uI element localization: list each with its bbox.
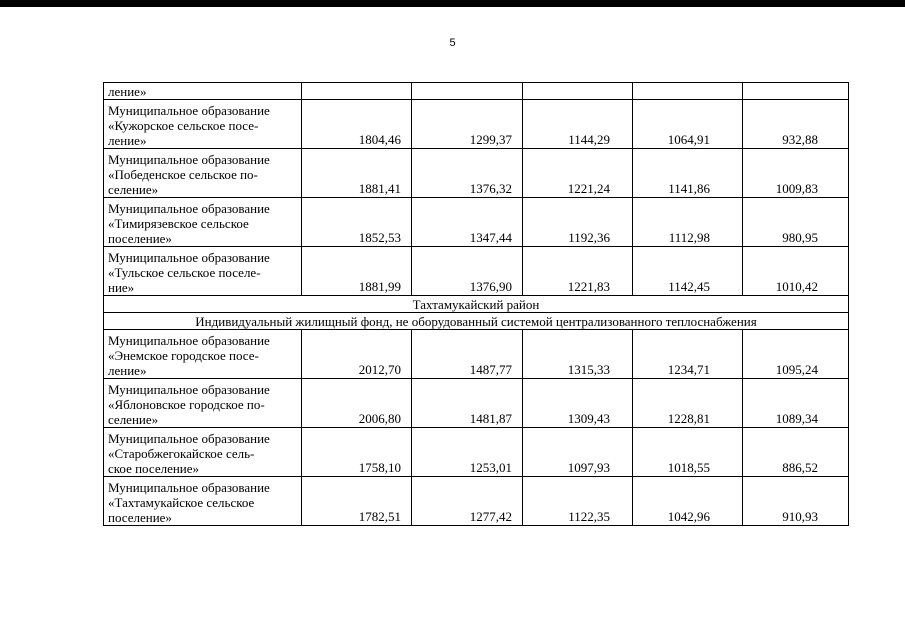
value-cell: 910,93 — [743, 477, 849, 526]
category-header-row — [104, 313, 849, 330]
value-cell — [633, 83, 743, 100]
value-cell: 1122,35 — [523, 477, 633, 526]
value-cell: 1881,99 — [302, 247, 412, 296]
row-name-cell — [104, 428, 302, 477]
category-header-row-cell: Индивидуальный жилищный фонд, не оборудованный системой централизованного теплоснабжения — [104, 313, 849, 330]
value-cell: 1192,36 — [523, 198, 633, 247]
value-cell: 980,95 — [743, 198, 849, 247]
value-cell — [743, 83, 849, 100]
table-row — [104, 247, 849, 296]
row-name-cell — [104, 477, 302, 526]
value-cell: 1299,37 — [412, 100, 523, 149]
row-name-line: ление» — [108, 133, 147, 148]
value-cell: 1309,43 — [523, 379, 633, 428]
row-name-line: ление» — [108, 363, 147, 378]
row-name-line: Муниципальное образование — [108, 431, 270, 446]
row-name-line: «Старобжегокайское сель- — [108, 446, 255, 461]
tariff-table — [103, 82, 849, 526]
value-cell: 932,88 — [743, 100, 849, 149]
table-row — [104, 428, 849, 477]
row-name-line: Муниципальное образование — [108, 152, 270, 167]
row-name-line: Муниципальное образование — [108, 382, 270, 397]
row-name-line: Муниципальное образование — [108, 333, 270, 348]
value-cell: 1234,71 — [633, 330, 743, 379]
value-cell: 1782,51 — [302, 477, 412, 526]
value-cell: 1481,87 — [412, 379, 523, 428]
row-name-line: «Тульское сельское поселе- — [108, 265, 261, 280]
value-cell: 1141,86 — [633, 149, 743, 198]
table-row — [104, 330, 849, 379]
row-name-line: Муниципальное образование — [108, 201, 270, 216]
row-name-line: Муниципальное образование — [108, 480, 270, 495]
value-cell: 1097,93 — [523, 428, 633, 477]
value-cell — [523, 83, 633, 100]
value-cell: 1758,10 — [302, 428, 412, 477]
table-row-continued — [104, 83, 849, 100]
value-cell: 1487,77 — [412, 330, 523, 379]
row-name-cell — [104, 330, 302, 379]
row-name-cell — [104, 100, 302, 149]
row-name-line: «Победенское сельское по- — [108, 167, 258, 182]
value-cell: 1315,33 — [523, 330, 633, 379]
value-cell: 1221,24 — [523, 149, 633, 198]
row-name-line: поселение» — [108, 231, 172, 246]
value-cell: 1221,83 — [523, 247, 633, 296]
value-cell: 1804,46 — [302, 100, 412, 149]
value-cell: 1228,81 — [633, 379, 743, 428]
row-name-cell — [104, 379, 302, 428]
row-name-line: селение» — [108, 412, 159, 427]
value-cell: 1112,98 — [633, 198, 743, 247]
value-cell: 1881,41 — [302, 149, 412, 198]
table-row — [104, 198, 849, 247]
page-top-border — [0, 0, 905, 7]
row-name-cell — [104, 198, 302, 247]
value-cell: 1144,29 — [523, 100, 633, 149]
row-name-line: ние» — [108, 280, 135, 295]
row-name-line: селение» — [108, 182, 159, 197]
row-name-line: «Яблоновское городское по- — [108, 397, 265, 412]
page-number: 5 — [449, 37, 456, 49]
value-cell: 1018,55 — [633, 428, 743, 477]
row-name-cell — [104, 149, 302, 198]
row-name-line: Муниципальное образование — [108, 103, 270, 118]
value-cell: 1009,83 — [743, 149, 849, 198]
row-name-line: «Тимирязевское сельское — [108, 216, 249, 231]
value-cell — [302, 83, 412, 100]
value-cell: 1277,42 — [412, 477, 523, 526]
row-name-line: «Кужорское сельское посе- — [108, 118, 259, 133]
row-name-line: «Тахтамукайское сельское — [108, 495, 255, 510]
table-row — [104, 379, 849, 428]
value-cell: 1010,42 — [743, 247, 849, 296]
table-row — [104, 477, 849, 526]
value-cell: 1347,44 — [412, 198, 523, 247]
value-cell: 1064,91 — [633, 100, 743, 149]
row-name-line: поселение» — [108, 510, 172, 525]
value-cell: 1253,01 — [412, 428, 523, 477]
value-cell: 2006,80 — [302, 379, 412, 428]
district-header-row-cell: Тахтамукайский район — [104, 296, 849, 313]
value-cell: 1376,90 — [412, 247, 523, 296]
row-name-cell — [104, 83, 302, 100]
value-cell: 2012,70 — [302, 330, 412, 379]
row-name-line: Муниципальное образование — [108, 250, 270, 265]
value-cell: 1852,53 — [302, 198, 412, 247]
value-cell: 1095,24 — [743, 330, 849, 379]
table-row — [104, 149, 849, 198]
row-name-line: ление» — [108, 84, 147, 99]
value-cell: 1089,34 — [743, 379, 849, 428]
value-cell: 1042,96 — [633, 477, 743, 526]
table-row — [104, 100, 849, 149]
value-cell: 1376,32 — [412, 149, 523, 198]
row-name-line: ское поселение» — [108, 461, 200, 476]
row-name-line: «Энемское городское посе- — [108, 348, 259, 363]
row-name-cell — [104, 247, 302, 296]
value-cell — [412, 83, 523, 100]
value-cell: 886,52 — [743, 428, 849, 477]
district-header-row — [104, 296, 849, 313]
value-cell: 1142,45 — [633, 247, 743, 296]
